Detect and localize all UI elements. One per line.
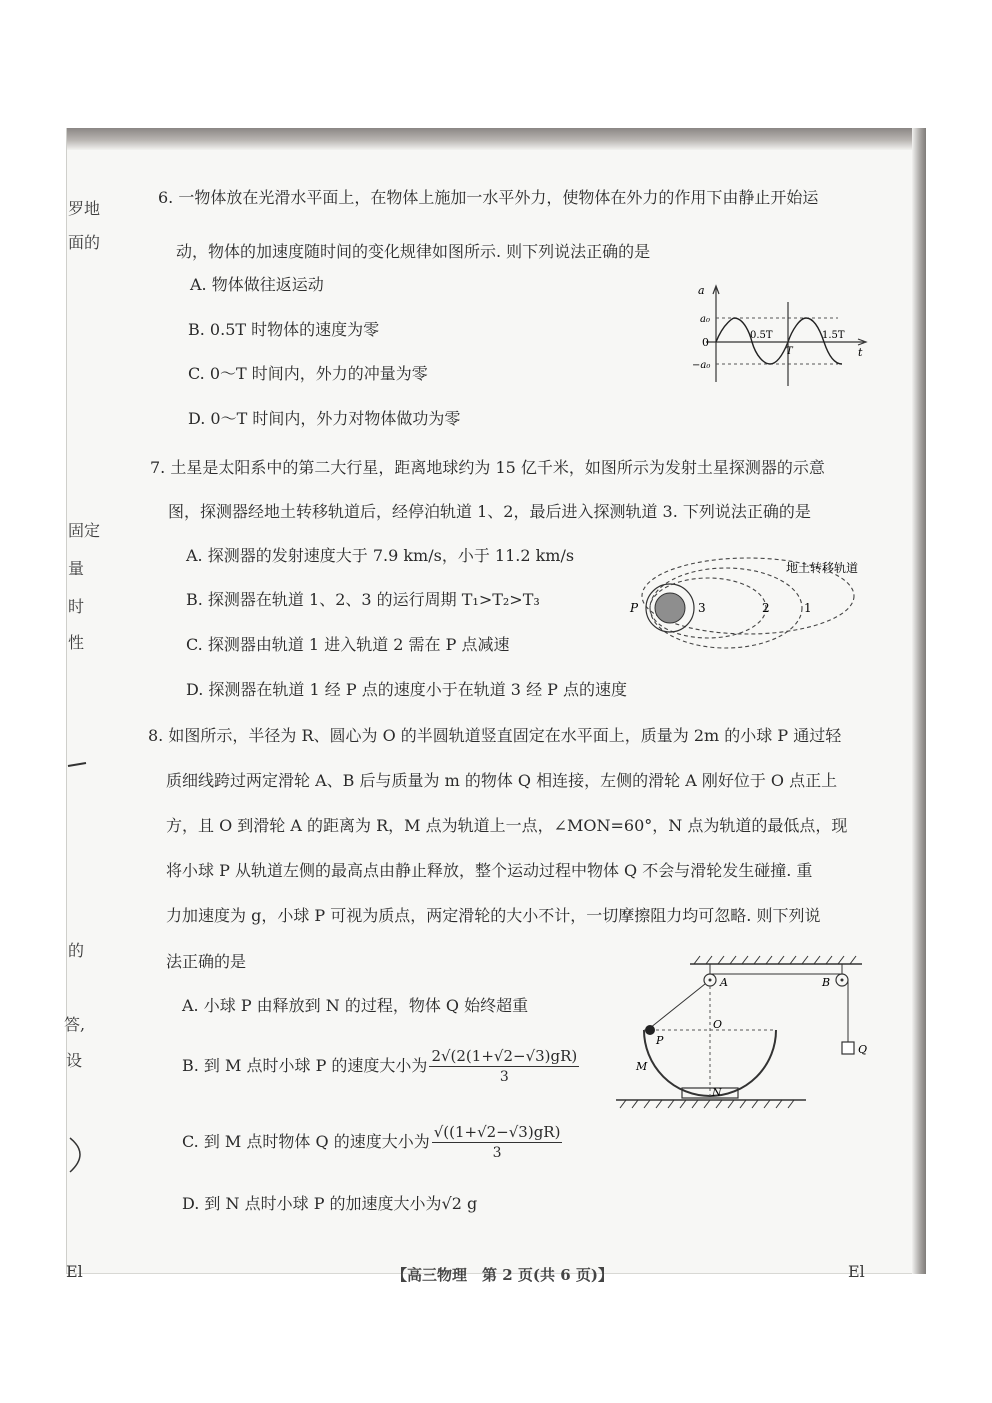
diagram-label-n: N <box>712 1086 722 1099</box>
orbit-label-3: 3 <box>698 601 706 615</box>
margin-fragment: 答, <box>64 1015 86 1034</box>
q7-stem-line1: 7. 土星是太阳系中的第二大行星，距离地球约为 15 亿千米，如图所示为发射土星探测器的示意 <box>150 458 825 477</box>
diagram-label-a: A <box>720 976 728 989</box>
q8-pulley-diagram <box>610 950 886 1118</box>
graph-label-t: T <box>786 346 793 357</box>
q8-stem-line2: 质细线跨过两定滑轮 A、B 后与质量为 m 的物体 Q 相连接，左侧的滑轮 A 刚好位于 O 点正上 <box>166 771 838 790</box>
q8-stem-line1: 8. 如图所示，半径为 R、圆心为 O 的半圆轨道竖直固定在水平面上，质量为 2m 的小球 P 通过轻 <box>148 726 842 745</box>
q8-option-a: A. 小球 P 由释放到 N 的过程，物体 Q 始终超重 <box>182 996 529 1015</box>
q6-option-c: C. 0～T 时间内，外力的冲量为零 <box>188 364 428 383</box>
diagram-label-b: B <box>822 976 831 989</box>
scan-edge-right <box>912 128 926 1274</box>
margin-fragment: 的 <box>68 941 85 960</box>
q8-option-c <box>182 1122 562 1163</box>
sheet-left-edge <box>66 128 67 1274</box>
orbit-label-2: 2 <box>762 601 770 615</box>
graph-y-axis-label: a <box>698 284 705 297</box>
q8-option-c-text: C. 到 M 点时物体 Q 的速度大小为 <box>182 1132 430 1151</box>
margin-fragment: 面的 <box>68 233 101 252</box>
margin-fragment: 设 <box>66 1051 83 1070</box>
margin-fragment: 量 <box>68 559 85 578</box>
q6-option-a: A. 物体做往返运动 <box>190 275 324 294</box>
q6-option-d: D. 0～T 时间内，外力对物体做功为零 <box>188 409 461 428</box>
graph-y-pos-label: a₀ <box>700 314 710 325</box>
margin-fragment: El <box>66 1262 83 1281</box>
q8-option-d: D. 到 N 点时小球 P 的加速度大小为√2 g <box>182 1194 478 1213</box>
orbit-label-1: 1 <box>804 601 812 615</box>
graph-x-axis-label: t <box>858 346 863 359</box>
graph-origin-label: 0 <box>702 336 709 349</box>
q8-option-b-fraction <box>429 1046 579 1087</box>
diagram-label-m: M <box>636 1060 648 1073</box>
q8-option-b-denominator: 3 <box>499 1069 509 1085</box>
diagram-label-p: P <box>656 1034 664 1047</box>
q7-orbit-diagram <box>626 550 876 660</box>
page-footer: 【高三物理 第 2 页(共 6 页)】 <box>392 1266 613 1284</box>
q8-option-b-numerator: 2√(2(1+√2−√3)gR) <box>431 1047 578 1065</box>
q7-stem-line2: 图，探测器经地土转移轨道后，经停泊轨道 1、2，最后进入探测轨道 3. 下列说法正确的是 <box>168 502 811 521</box>
q8-stem-line6: 法正确的是 <box>166 952 247 971</box>
q8-stem-line3: 方，且 O 到滑轮 A 的距离为 R，M 点为轨道上一点，∠MON=60°，N 点为轨道的最低点，现 <box>166 816 848 835</box>
graph-label-1-5t: 1.5T <box>822 330 845 341</box>
q7-option-b: B. 探测器在轨道 1、2、3 的运行周期 T₁>T₂>T₃ <box>186 590 540 609</box>
q7-option-c: C. 探测器由轨道 1 进入轨道 2 需在 P 点减速 <box>186 635 510 654</box>
margin-fragment: 固定 <box>68 521 101 540</box>
margin-mark <box>66 760 90 770</box>
orbit-point-p: P <box>630 601 639 615</box>
diagram-label-q: Q <box>858 1043 868 1056</box>
q7-option-a: A. 探测器的发射速度大于 7.9 km/s，小于 11.2 km/s <box>186 546 575 565</box>
q8-stem-line4: 将小球 P 从轨道左侧的最高点由静止释放，整个运动过程中物体 Q 不会与滑轮发生碰撞. 重 <box>166 861 813 880</box>
margin-fragment: 罗地 <box>68 199 101 218</box>
q8-option-c-numerator: √((1+√2−√3)gR) <box>433 1123 561 1141</box>
scan-edge-top <box>66 128 926 150</box>
q7-option-d: D. 探测器在轨道 1 经 P 点的速度小于在轨道 3 经 P 点的速度 <box>186 680 628 699</box>
diagram-label-o: O <box>713 1018 723 1031</box>
q8-option-c-fraction <box>432 1122 563 1163</box>
q8-option-b <box>182 1046 579 1087</box>
q8-stem-line5: 力加速度为 g，小球 P 可视为质点，两定滑轮的大小不计，一切摩擦阻力均可忽略. 则下列说 <box>166 906 821 925</box>
q6-acceleration-graph <box>688 282 872 388</box>
transfer-orbit-label: 地土转移轨道 <box>786 561 859 575</box>
q6-stem-line1: 6. 一物体放在光滑水平面上，在物体上施加一水平外力，使物体在外力的作用下由静止开始运 <box>158 188 819 207</box>
q8-option-b-text: B. 到 M 点时小球 P 的速度大小为 <box>182 1056 428 1075</box>
margin-fragment: El <box>848 1262 865 1281</box>
margin-fragment: 时 <box>68 597 85 616</box>
q6-option-b: B. 0.5T 时物体的速度为零 <box>188 320 380 339</box>
graph-y-neg-label: −a₀ <box>692 360 711 371</box>
q8-option-c-denominator: 3 <box>492 1145 502 1161</box>
q6-stem-line2: 动，物体的加速度随时间的变化规律如图所示. 则下列说法正确的是 <box>176 242 651 261</box>
margin-fragment: 性 <box>68 633 85 652</box>
graph-label-half-t: 0.5T <box>750 330 773 341</box>
margin-arc <box>62 1136 92 1176</box>
